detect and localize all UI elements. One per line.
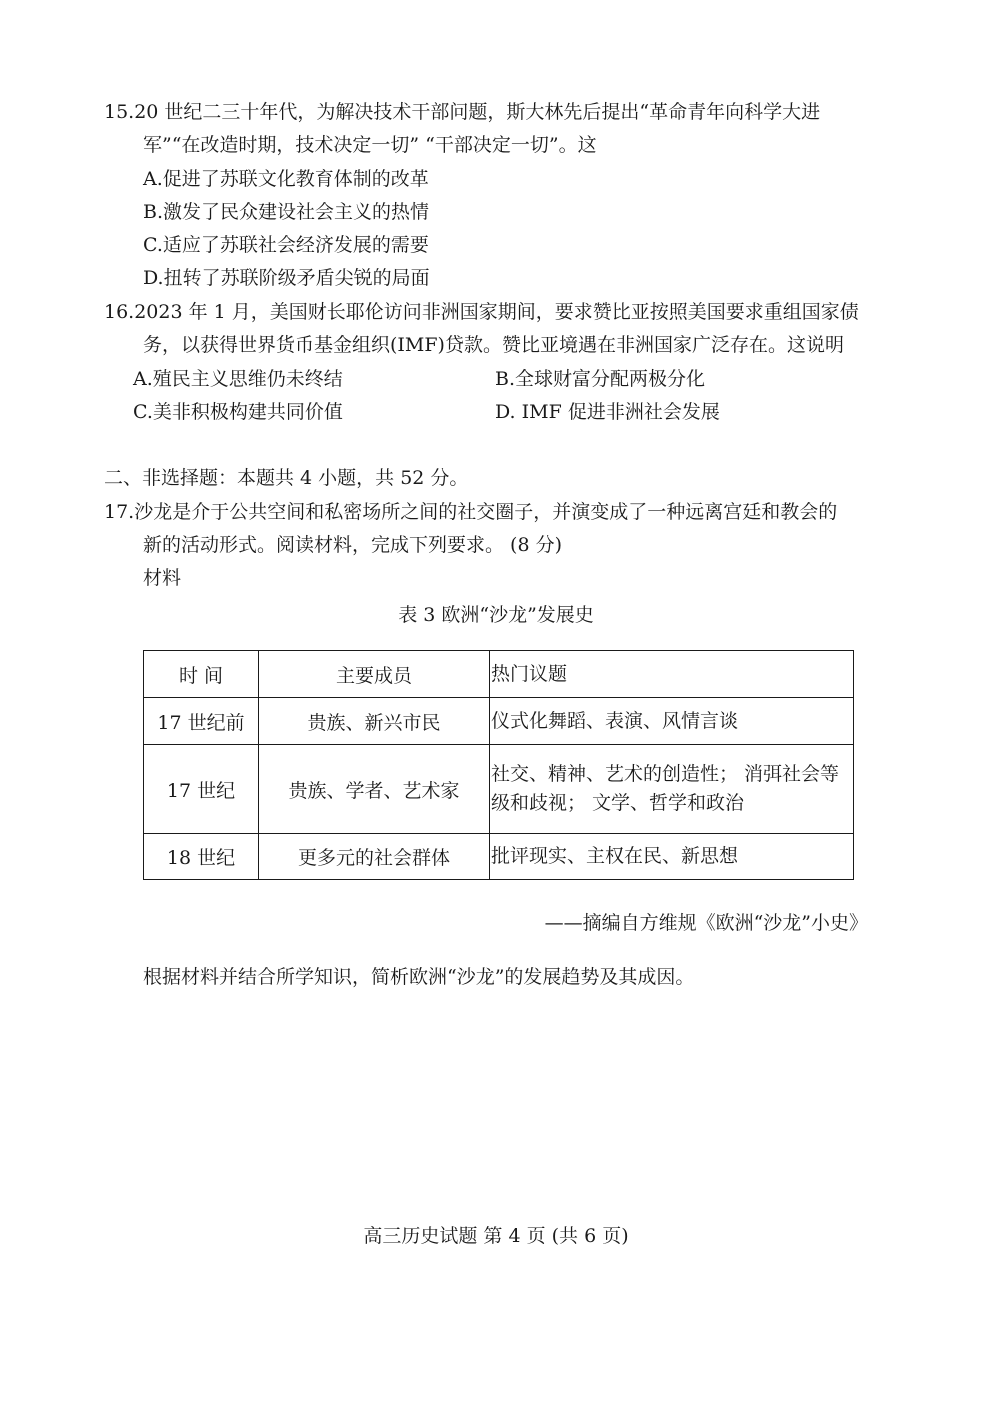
salon-history-table [143, 650, 854, 880]
table-header-row [144, 651, 854, 698]
q15-option-a: A.促进了苏联文化教育体制的改革 [143, 168, 429, 190]
table-cell-members: 贵族、学者、艺术家 [259, 745, 490, 834]
q15-stem-line1: 15.20 世纪二三十年代，为解决技术干部问题，斯大林先后提出“革命青年向科学大进 [104, 101, 821, 123]
q16-option-b: B.全球财富分配两极分化 [495, 368, 706, 390]
q15-option-b: B.激发了民众建设社会主义的热情 [143, 201, 430, 223]
q16-stem-line2: 务，以获得世界货币基金组织(IMF)贷款。赞比亚境遇在非洲国家广泛存在。这说明 [143, 334, 844, 356]
table-header-topics: 热门议题 [490, 651, 854, 698]
q15-option-c: C.适应了苏联社会经济发展的需要 [143, 234, 429, 256]
q16-option-c: C.美非积极构建共同价值 [133, 401, 343, 423]
table-cell-members: 贵族、新兴市民 [259, 698, 490, 745]
table-cell-topics: 社交、精神、艺术的创造性； 消弭社会等级和歧视； 文学、哲学和政治 [490, 745, 854, 834]
q16-stem-line1: 16.2023 年 1 月，美国财长耶伦访问非洲国家期间，要求赞比亚按照美国要求重组国家债 [104, 301, 859, 323]
q16-option-a: A.殖民主义思维仍未终结 [133, 368, 343, 390]
page-footer: 高三历史试题 第 4 页 (共 6 页) [363, 1225, 629, 1247]
table-row [144, 698, 854, 745]
q16-option-d: D. IMF 促进非洲社会发展 [495, 401, 720, 423]
table-caption: 表 3 欧洲“沙龙”发展史 [398, 604, 594, 626]
q17-stem-line2: 新的活动形式。阅读材料，完成下列要求。 (8 分) [143, 534, 562, 556]
table-row [144, 834, 854, 880]
q17-stem-line1: 17.沙龙是介于公共空间和私密场所之间的社交圈子，并演变成了一种远离宫廷和教会的 [104, 501, 838, 523]
table-cell-time: 17 世纪前 [144, 698, 259, 745]
section2-heading: 二、非选择题：本题共 4 小题，共 52 分。 [104, 467, 469, 489]
table-cell-topics: 仪式化舞蹈、表演、风情言谈 [490, 698, 854, 745]
q15-option-d: D.扭转了苏联阶级矛盾尖锐的局面 [143, 267, 430, 289]
table-cell-time: 17 世纪 [144, 745, 259, 834]
table-header-time: 时 间 [144, 651, 259, 698]
material-label: 材料 [143, 567, 182, 589]
table-cell-members: 更多元的社会群体 [259, 834, 490, 880]
q17-question: 根据材料并结合所学知识，简析欧洲“沙龙”的发展趋势及其成因。 [143, 966, 695, 988]
material-source: ——摘编自方维规《欧洲“沙龙”小史》 [544, 912, 868, 934]
table-cell-time: 18 世纪 [144, 834, 259, 880]
q15-stem-line2: 军”“在改造时期，技术决定一切” “干部决定一切”。这 [143, 134, 597, 156]
table-cell-topics: 批评现实、主权在民、新思想 [490, 834, 854, 880]
table-header-members: 主要成员 [259, 651, 490, 698]
table-row [144, 745, 854, 834]
